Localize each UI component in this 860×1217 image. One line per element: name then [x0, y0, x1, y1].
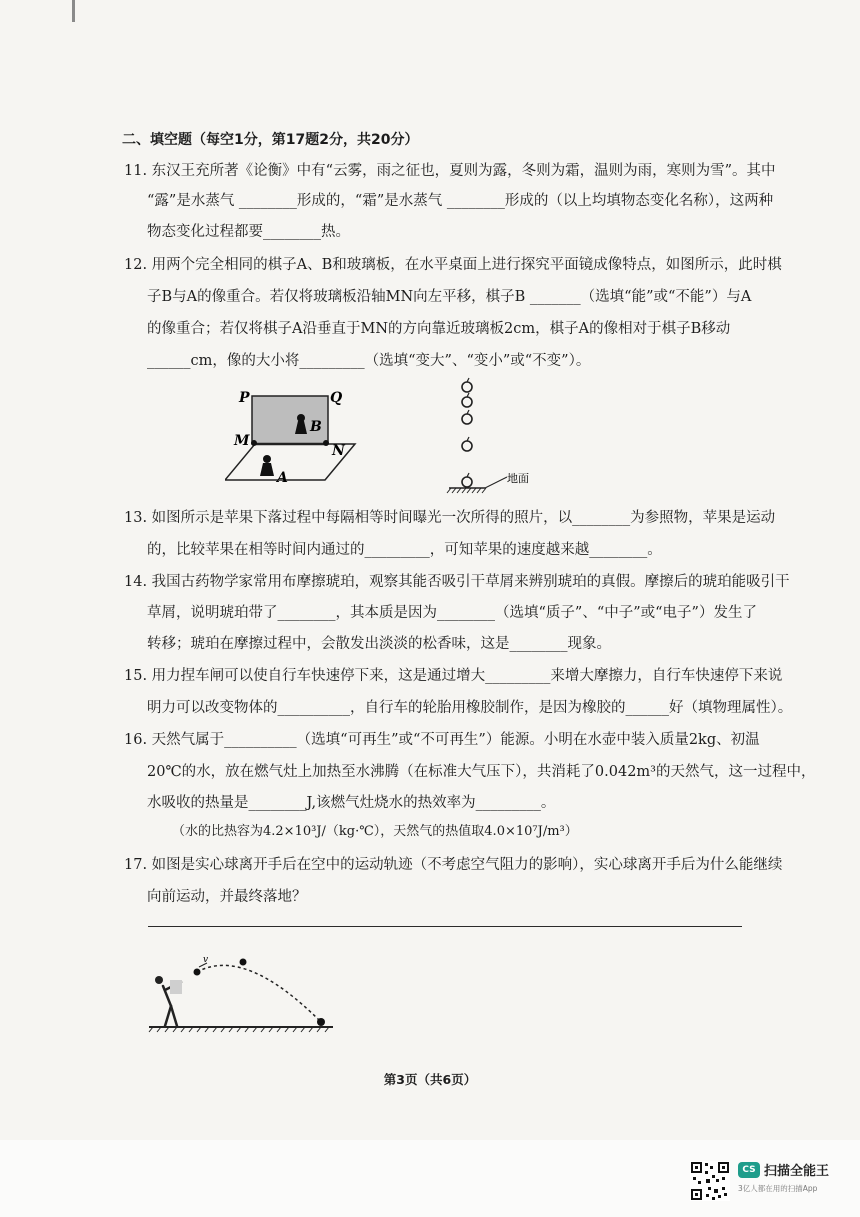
q13-line-2: 的，比较苹果在相等时间内通过的_________，可知苹果的速度越来越________。 — [147, 542, 662, 558]
chess-piece-a — [260, 455, 274, 476]
q12-line-3: 的像重合；若仅将棋子A沿垂直于MN的方向靠近玻璃板2cm，棋子A的像相对于棋子B移动 — [147, 321, 731, 337]
label-p: P — [239, 390, 250, 406]
apple-5 — [462, 477, 472, 487]
q16-line-2: 20℃的水，放在燃气灶上加热至水沸腾（在标准大气压下），共消耗了0.042m³的天然气，这一过程中， — [147, 764, 816, 780]
ball-peak — [240, 959, 247, 966]
apple-2 — [462, 397, 472, 407]
ball-landed — [317, 1018, 325, 1026]
q16-line-1: 16. 天然气属于__________（选填“可再生”或“不可再生”）能源。小明在水壶中装入质量2kg、初温 — [124, 732, 760, 748]
q14-line-1: 14. 我国古药物学家常用布摩擦琥珀，观察其能否吸引干草屑来辨别琥珀的真假。摩擦后的琥珀能吸引干 — [124, 574, 790, 590]
q12-line-4: ______cm，像的大小将_________（选填“变大”、“变小”或“不变”）。 — [147, 353, 591, 369]
q15-line-2: 明力可以改变物体的__________，自行车的轮胎用橡胶制作，是因为橡胶的______好（填物理属性）。 — [147, 700, 793, 716]
page-number: 第3页（共6页） — [383, 1072, 477, 1087]
answer-line[interactable] — [148, 926, 742, 927]
apple-3 — [462, 414, 472, 424]
label-a: A — [277, 470, 288, 486]
scanner-tagline: 3亿人都在用的扫描App — [738, 1184, 818, 1193]
label-b: B — [310, 419, 322, 435]
q14-line-3: 转移；琥珀在摩擦过程中，会散发出淡淡的松香味，这是________现象。 — [147, 636, 611, 652]
q15-line-1: 15. 用力捏车闸可以使自行车快速停下来，这是通过增大_________来增大摩擦力，自行车快速停下来说 — [124, 668, 783, 684]
q12-line-1: 12. 用两个完全相同的棋子A、B和玻璃板，在水平桌面上进行探究平面镜成像特点，如图所示，此时棋 — [124, 257, 782, 273]
section-title: 二、填空题（每空1分，第17题2分，共20分） — [122, 132, 419, 148]
q11-line-2: “露”是水蒸气 ________形成的，“霜”是水蒸气 ________形成的（以上均填物态变化名称），这两种 — [147, 193, 774, 209]
q12-line-2: 子B与A的像重合。若仅将玻璃板沿轴MN向左平移，棋子B _______（选填“能”或“不能”）与A — [147, 289, 752, 305]
q16-line-3: 水吸收的热量是________J,该燃气灶烧水的热效率为_________。 — [147, 795, 556, 811]
q11-line-3: 物态变化过程都要________热。 — [147, 224, 350, 240]
label-q: Q — [330, 390, 343, 406]
trajectory-path — [197, 965, 321, 1022]
q11-line-1: 11. 东汉王充所著《论衡》中有“云雾，雨之征也，夏则为露，冬则为霜，温则为雨，寒则为雪”。其中 — [124, 163, 776, 179]
apple-1 — [462, 382, 472, 392]
mirror-figure — [225, 380, 385, 490]
ball-trajectory-figure — [145, 950, 345, 1035]
falling-apple-figure — [445, 374, 555, 498]
qr-code-icon — [690, 1161, 730, 1201]
q17-line-2: 向前运动，并最终落地？ — [147, 889, 307, 905]
q14-line-2: 草屑，说明琥珀带了________，其本质是因为________（选填“质子”、“中子”或“电子”）发生了 — [147, 605, 757, 621]
apple-4 — [462, 441, 472, 451]
ground-label: 地面 — [507, 472, 529, 485]
ball-start — [194, 969, 201, 976]
scan-edge-mark — [72, 0, 75, 22]
scanner-watermark — [690, 1158, 850, 1206]
v-label: v — [203, 955, 209, 965]
scanner-logo: CS — [738, 1162, 760, 1178]
q13-line-1: 13. 如图所示是苹果下落过程中每隔相等时间曝光一次所得的照片，以________为参照物，苹果是运动 — [124, 510, 776, 526]
q17-line-1: 17. 如图是实心球离开手后在空中的运动轨迹（不考虑空气阻力的影响），实心球离开手后为什么能继续 — [124, 857, 783, 873]
label-m: M — [234, 433, 250, 449]
scanner-app-name: 扫描全能王 — [764, 1164, 830, 1179]
label-n: N — [332, 443, 345, 459]
q16-note: （水的比热容为4.2×10³J/（kg·℃），天然气的热值取4.0×10⁷J/m³） — [172, 824, 578, 839]
